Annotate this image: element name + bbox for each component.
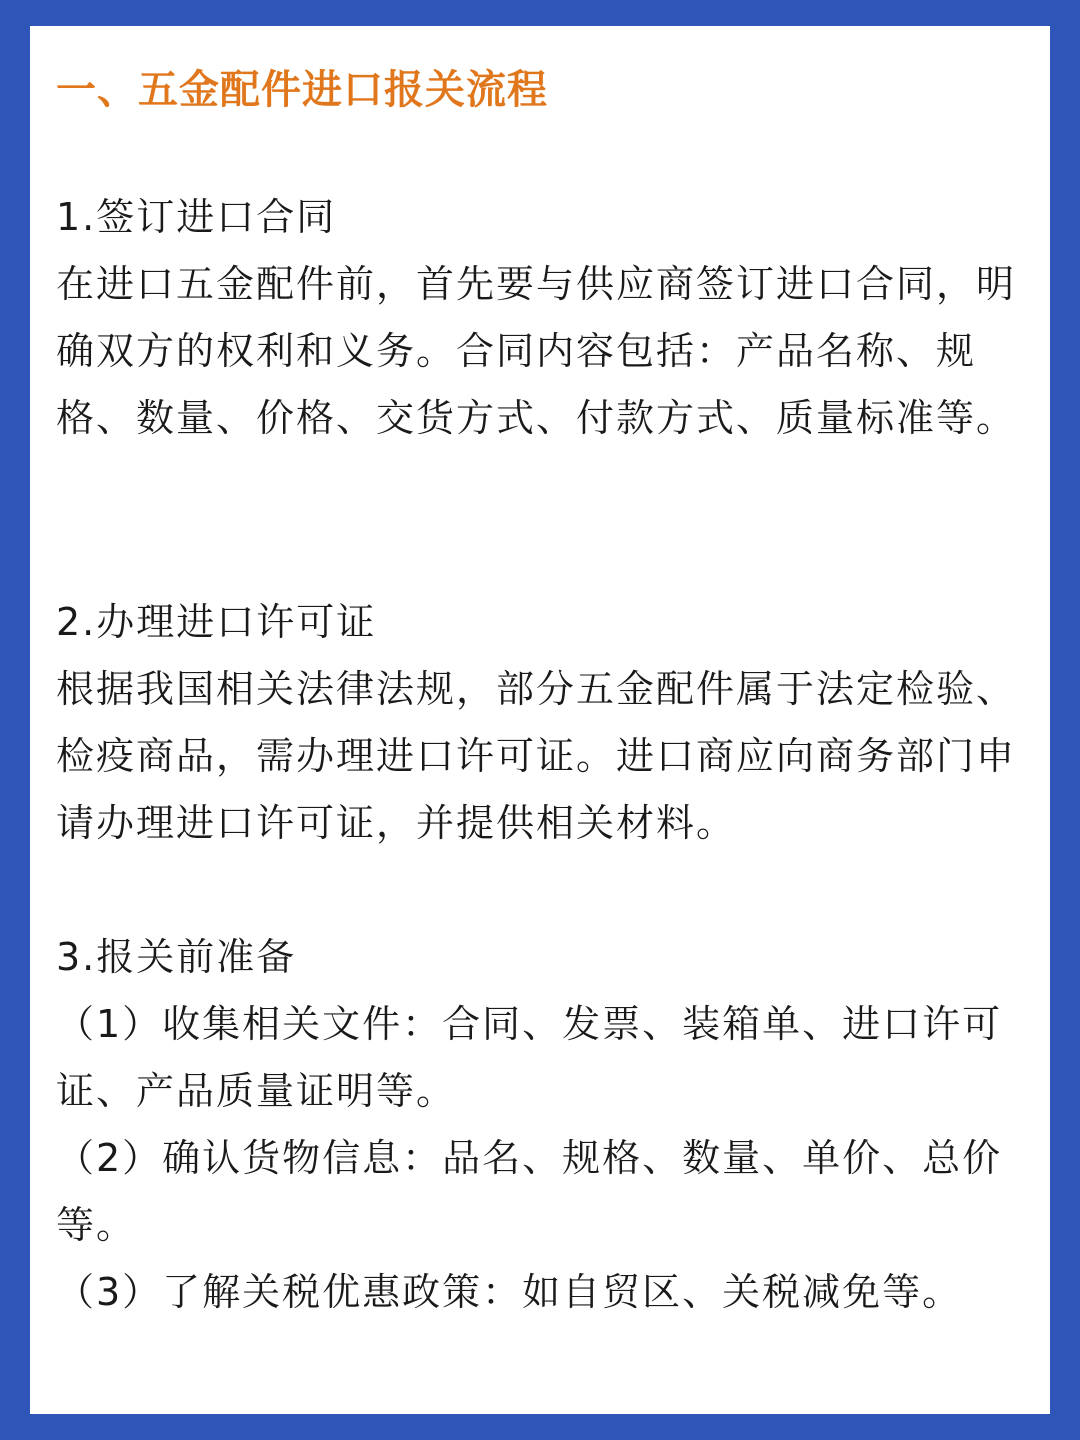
page-title: 一、五金配件进口报关流程 xyxy=(56,67,548,113)
section-heading: 3.报关前准备 xyxy=(56,935,297,979)
section-import-license xyxy=(56,589,1026,857)
content-card xyxy=(30,26,1050,1414)
list-item: （3）了解关税优惠政策：如自贸区、关税减免等。 xyxy=(56,1270,963,1314)
list-item: （2）确认货物信息：品名、规格、数量、单价、总价等。 xyxy=(56,1136,1003,1247)
section-heading: 2.办理进口许可证 xyxy=(56,600,377,644)
section-paragraph: 根据我国相关法律法规，部分五金配件属于法定检验、检疫商品，需办理进口许可证。进口商应向商务部门申请办理进口许可证，并提供相关材料。 xyxy=(56,667,1017,845)
section-heading: 1.签订进口合同 xyxy=(56,195,337,239)
section-paragraph: 在进口五金配件前，首先要与供应商签订进口合同，明确双方的权利和义务。合同内容包括：产品名称、规格、数量、价格、交货方式、付款方式、质量标准等。 xyxy=(56,262,1017,440)
section-pre-declaration xyxy=(56,924,1026,1326)
section-sign-contract xyxy=(56,184,1026,452)
list-item: （1）收集相关文件：合同、发票、装箱单、进口许可证、产品质量证明等。 xyxy=(56,1002,1003,1113)
